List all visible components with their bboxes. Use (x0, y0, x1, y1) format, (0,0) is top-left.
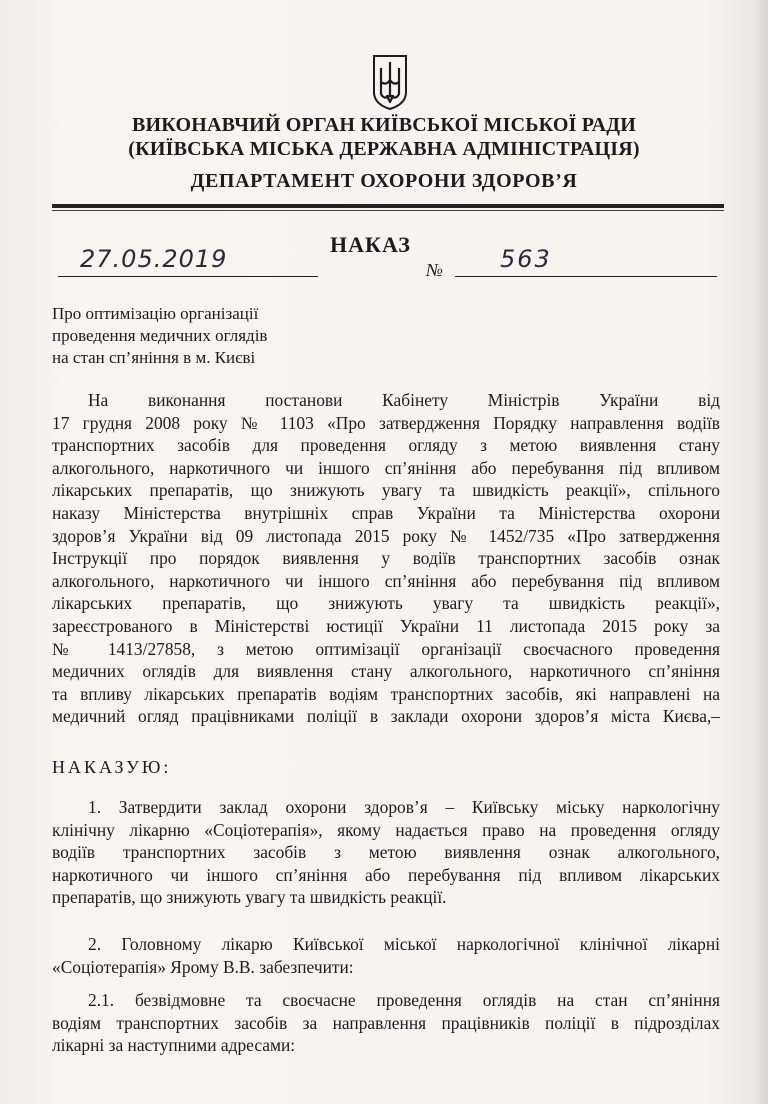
item-1-line: 1. Затвердити заклад охорони здоров’я – Київську міську наркологічну (88, 797, 720, 817)
department-title: ДЕПАРТАМЕНТ ОХОРОНИ ЗДОРОВ’Я (190, 170, 578, 192)
preamble-line: транспортних засобів для проведення огляду з метою виявлення стану (52, 435, 720, 456)
preamble-line: лікарських препаратів, що знижують увагу та швидкість реакції», спільного (52, 480, 720, 501)
item-1-paragraph (52, 796, 720, 909)
item-1-line: наркотичного чи іншого сп’яніння або перебування під впливом лікарських (52, 864, 720, 885)
preamble-line: зареєстрованого в Міністерстві юстиції України 11 листопада 2015 року за (52, 615, 720, 636)
number-sign: № (426, 260, 443, 280)
preamble-line: здоров’я України від 09 листопада 2015 року № 1452/735 «Про затвердження (52, 525, 720, 546)
number-underline (455, 276, 717, 277)
item-1-line: клінічну лікарню «Соціотерапія», якому надається право на проведення огляду (52, 819, 720, 840)
subject-line: Про оптимізацію організації (52, 304, 259, 323)
preamble-line: 17 грудня 2008 року № 1103 «Про затвердження Порядку направлення водіїв (52, 412, 720, 433)
preamble-line: На виконання постанови Кабінету Міністрів України від (88, 390, 720, 410)
preamble-line: алкогольного, наркотичного чи іншого сп’яніння або перебування під впливом (52, 457, 720, 478)
preamble-line: лікарських препаратів, що знижують увагу та швидкість реакції», (52, 593, 720, 614)
authority-subtitle: (КИЇВСЬКА МІСЬКА ДЕРЖАВНА АДМІНІСТРАЦІЯ) (128, 138, 640, 160)
order-number: 563 (500, 245, 552, 273)
item-1-line: препаратів, що знижують увагу та швидкість реакції. (52, 887, 447, 908)
preamble-line: Інструкції про порядок виявлення у водіїв транспортних засобів ознак (52, 548, 720, 569)
item-2-1-paragraph (52, 989, 720, 1057)
preamble-line: алкогольного, наркотичного чи іншого сп’яніння або перебування під впливом (52, 570, 720, 591)
preamble-line: медичний огляд працівниками поліції в заклади охорони здоров’я міста Києва,– (52, 706, 720, 727)
subject-line: проведення медичних оглядів (52, 326, 268, 345)
item-2-1-line: лікарні за наступними адресами: (52, 1035, 296, 1056)
preamble-line: № 1413/27858, з метою оптимізації організації своєчасного проведення (52, 638, 720, 659)
preamble-line: наказу Міністерства внутрішніх справ України та Міністерства охорони (52, 502, 720, 523)
item-2-line: 2. Головному лікарю Київської міської наркологічної клінічної лікарні (88, 934, 720, 954)
item-2-1-line: водіям транспортних засобів за направлення працівників поліції в підрозділах (52, 1012, 720, 1033)
order-date: 27.05.2019 (80, 245, 228, 273)
order-subject (52, 303, 352, 369)
item-2-line: «Соціотерапія» Ярому В.В. забезпечити: (52, 956, 354, 977)
order-heading: НАКАЗУЮ: (52, 757, 172, 777)
preamble-line: медичних оглядів для виявлення стану алкогольного, наркотичного сп’яніння (52, 661, 720, 682)
date-underline (58, 276, 318, 277)
item-2-1-line: 2.1. безвідмовне та своєчасне проведення оглядів на стан сп’яніння (88, 990, 720, 1010)
authority-title: ВИКОНАВЧИЙ ОРГАН КИЇВСЬКОЇ МІСЬКОЇ РАДИ (132, 114, 636, 136)
order-title: НАКАЗ (330, 232, 411, 257)
page-edge-shadow (754, 0, 768, 1104)
item-1-line: водіїв транспортних засобів з метою виявлення ознак алкогольного, (52, 842, 720, 863)
header-rule (52, 204, 724, 208)
coat-of-arms-icon (370, 52, 410, 112)
subject-line: на стан сп’яніння в м. Києві (52, 348, 256, 367)
header-rule-thin (52, 210, 724, 211)
item-2-paragraph (52, 933, 720, 978)
preamble-paragraph (52, 389, 720, 728)
preamble-line: та впливу лікарських препаратів водіям транспортних засобів, які направлені на (52, 683, 720, 704)
